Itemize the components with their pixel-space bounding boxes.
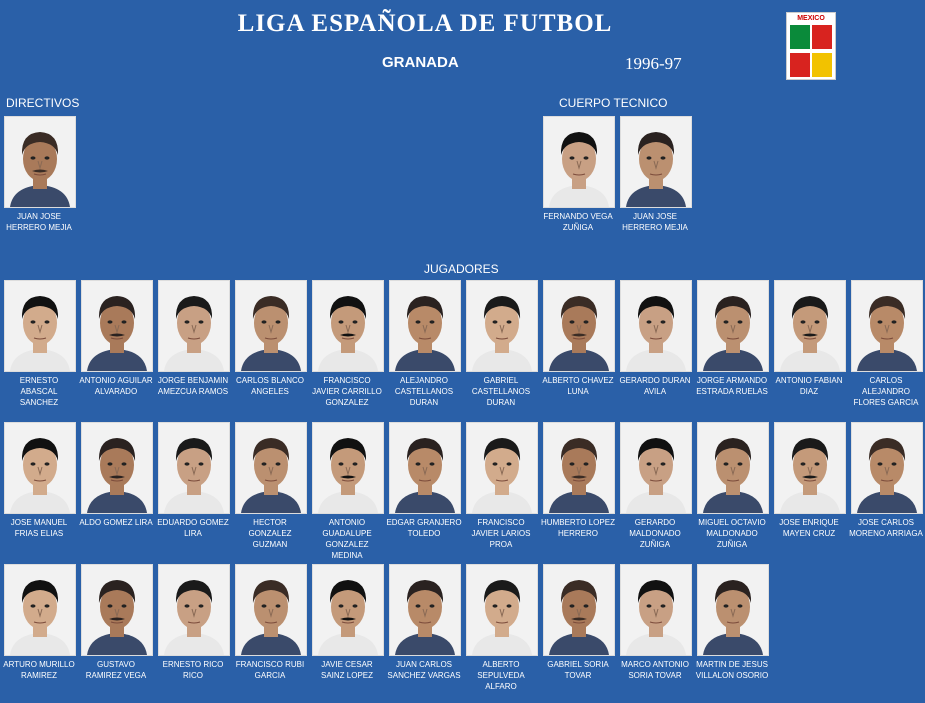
jugador-photo xyxy=(466,564,538,656)
jugador-name: HUMBERTO LOPEZ HERRERO xyxy=(541,518,615,538)
jugador-card xyxy=(158,422,230,539)
jugador-name: CARLOS BLANCO ANGELES xyxy=(235,376,305,396)
jugador-card xyxy=(543,422,615,539)
jugador-card xyxy=(81,422,153,528)
jugador-card xyxy=(851,280,923,408)
jugador-card xyxy=(543,564,615,681)
jugador-photo xyxy=(158,422,230,514)
jugador-card xyxy=(4,564,76,681)
jugador-name: JOSE MANUEL FRIAS ELIAS xyxy=(10,518,68,538)
jugador-card xyxy=(620,422,692,550)
jugador-photo xyxy=(543,564,615,656)
jugador-name: JAVIE CESAR SAINZ LOPEZ xyxy=(320,660,373,680)
jugador-name: JORGE ARMANDO ESTRADA RUELAS xyxy=(696,376,768,396)
jugador-card xyxy=(81,564,153,681)
jugador-name: GERARDO DURAN AVILA xyxy=(619,376,691,396)
jugador-photo xyxy=(620,564,692,656)
jugador-photo xyxy=(774,422,846,514)
jugador-name: EDUARDO GOMEZ LIRA xyxy=(157,518,229,538)
jugador-card xyxy=(158,564,230,681)
jugador-card xyxy=(697,564,769,681)
jugador-photo xyxy=(466,422,538,514)
jugador-photo xyxy=(620,280,692,372)
jugador-name: ALBERTO SEPULVEDA ALFARO xyxy=(477,660,525,691)
jugador-card xyxy=(312,564,384,681)
jugador-photo xyxy=(4,280,76,372)
federation-crest xyxy=(786,12,836,80)
jugador-photo xyxy=(81,564,153,656)
jugador-photo xyxy=(697,280,769,372)
jugador-photo xyxy=(312,564,384,656)
jugador-card xyxy=(389,564,461,681)
jugador-name: EDGAR GRANJERO TOLEDO xyxy=(386,518,462,538)
jugador-name: MARTIN DE JESUS VILLALON OSORIO xyxy=(695,660,769,680)
jugador-name: JOSE CARLOS MORENO ARRIAGA xyxy=(849,518,923,538)
jugador-photo xyxy=(235,422,307,514)
jugador-photo xyxy=(389,422,461,514)
jugador-card xyxy=(235,564,307,681)
jugador-card xyxy=(620,564,692,681)
section-cuerpo-tecnico: CUERPO TECNICO xyxy=(559,96,668,110)
jugador-card xyxy=(4,280,76,408)
jugador-card xyxy=(312,422,384,561)
jugador-name: ANTONIO GUADALUPE GONZALEZ MEDINA xyxy=(322,518,372,560)
jugador-name: CARLOS ALEJANDRO FLORES GARCIA xyxy=(853,376,919,407)
jugador-card xyxy=(235,280,307,397)
jugador-name: MIGUEL OCTAVIO MALDONADO ZUÑIGA xyxy=(698,518,766,549)
jugador-card xyxy=(543,280,615,397)
jugador-card xyxy=(466,280,538,408)
jugador-photo xyxy=(851,422,923,514)
tecnico-card xyxy=(620,116,692,233)
jugador-photo xyxy=(543,280,615,372)
jugador-name: ARTURO MURILLO RAMIREZ xyxy=(3,660,75,680)
directivo-card xyxy=(4,116,76,233)
jugador-name: GABRIEL CASTELLANOS DURAN xyxy=(471,376,531,407)
tecnico-photo xyxy=(620,116,692,208)
jugador-name: MARCO ANTONIO SORIA TOVAR xyxy=(621,660,689,680)
jugador-name: ALEJANDRO CASTELLANOS DURAN xyxy=(394,376,454,407)
jugador-photo xyxy=(620,422,692,514)
jugador-card xyxy=(466,422,538,550)
jugador-name: JOSE ENRIQUE MAYEN CRUZ xyxy=(779,518,839,538)
jugador-name: ERNESTO ABASCAL SANCHEZ xyxy=(19,376,59,407)
jugador-photo xyxy=(81,422,153,514)
jugador-name: HECTOR GONZALEZ GUZMAN xyxy=(248,518,292,549)
jugador-name: GERARDO MALDONADO ZUÑIGA xyxy=(629,518,681,549)
jugador-photo xyxy=(466,280,538,372)
jugador-photo xyxy=(158,280,230,372)
jugador-photo xyxy=(389,564,461,656)
jugador-card xyxy=(235,422,307,550)
team-name: GRANADA xyxy=(382,54,459,71)
jugador-name: FRANCISCO RUBI GARCIA xyxy=(235,660,305,680)
jugador-card xyxy=(466,564,538,692)
jugador-card xyxy=(386,422,462,539)
jugador-name: ANTONIO FABIAN DIAZ xyxy=(775,376,843,396)
jugador-name: GABRIEL SORIA TOVAR xyxy=(547,660,609,680)
jugador-name: ANTONIO AGUILAR ALVARADO xyxy=(79,376,153,396)
page-title: LIGA ESPAÑOLA DE FUTBOL xyxy=(237,10,613,37)
jugador-photo xyxy=(851,280,923,372)
jugador-card xyxy=(697,422,769,550)
section-directivos: DIRECTIVOS xyxy=(6,96,80,110)
tecnico-name: JUAN JOSE HERRERO MEJIA xyxy=(622,212,688,232)
jugador-card xyxy=(774,422,846,539)
jugador-name: ALDO GOMEZ LIRA xyxy=(79,518,153,527)
jugador-photo xyxy=(4,422,76,514)
jugador-photo xyxy=(389,280,461,372)
jugador-card xyxy=(620,280,692,397)
jugador-photo xyxy=(697,564,769,656)
jugador-photo xyxy=(235,564,307,656)
directivo-name: JUAN JOSE HERRERO MEJIA xyxy=(6,212,72,232)
jugador-name: ALBERTO CHAVEZ LUNA xyxy=(542,376,614,396)
jugador-name: FRANCISCO JAVIER LARIOS PROA xyxy=(471,518,531,549)
jugador-photo xyxy=(4,564,76,656)
jugador-photo xyxy=(697,422,769,514)
jugador-card xyxy=(851,422,923,539)
jugador-name: ERNESTO RICO RICO xyxy=(162,660,224,680)
jugador-name: FRANCISCO JAVIER CARRILLO GONZALEZ xyxy=(312,376,382,407)
jugador-photo xyxy=(312,280,384,372)
tecnico-card xyxy=(543,116,615,233)
jugador-photo xyxy=(774,280,846,372)
jugador-name: GUSTAVO RAMIREZ VEGA xyxy=(85,660,147,680)
jugador-photo xyxy=(158,564,230,656)
crest-text: MEXICO xyxy=(797,15,825,22)
jugador-photo xyxy=(235,280,307,372)
directivo-photo xyxy=(4,116,76,208)
jugador-photo xyxy=(312,422,384,514)
jugador-card xyxy=(697,280,769,397)
jugador-card xyxy=(4,422,76,539)
tecnico-name: FERNANDO VEGA ZUÑIGA xyxy=(543,212,613,232)
jugador-photo xyxy=(81,280,153,372)
jugador-card xyxy=(389,280,461,408)
jugador-card xyxy=(81,280,153,397)
jugador-card xyxy=(158,280,230,397)
section-jugadores: JUGADORES xyxy=(424,262,499,276)
jugador-name: JUAN CARLOS SANCHEZ VARGAS xyxy=(387,660,461,680)
jugador-card xyxy=(774,280,846,397)
jugador-card xyxy=(312,280,384,408)
season-label: 1996-97 xyxy=(625,54,682,73)
jugador-name: JORGE BENJAMIN AMEZCUA RAMOS xyxy=(157,376,229,396)
tecnico-photo xyxy=(543,116,615,208)
jugador-photo xyxy=(543,422,615,514)
